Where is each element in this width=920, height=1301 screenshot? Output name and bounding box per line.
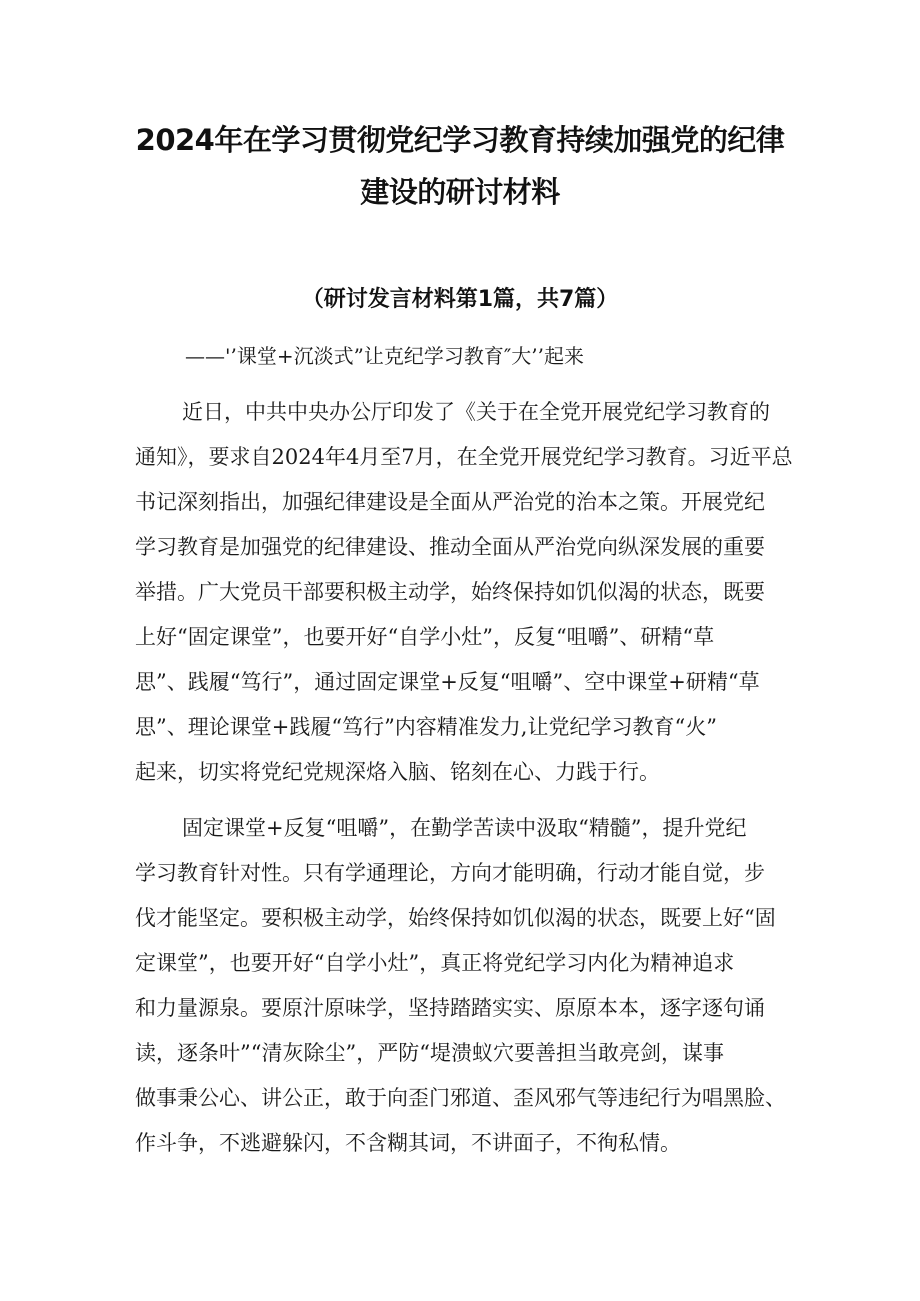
paragraph-1-line: 举措。广大党员干部要积极主动学，始终保持如饥似渴的状态，既要 (135, 580, 765, 604)
paragraph-1-line: 近日，中共中央办公厅印发了《关于在全党开展党纪学习教育的 (182, 400, 770, 424)
paragraph-1-line: 思”、践履“笃行”，通过固定课堂+反复“咀嚼”、空中课堂+研精“草 (135, 670, 760, 694)
document-subheading: （研讨发言材料第1篇，共7篇） (301, 287, 619, 312)
document-title-line-2: 建设的研讨材料 (360, 175, 560, 209)
paragraph-1-line: 书记深刻指出，加强纪律建设是全面从严治党的治本之策。开展党纪 (135, 490, 765, 514)
document-title-line-1: 2024年在学习贯彻党纪学习教育持续加强党的纪律 (135, 123, 785, 157)
paragraph-2-line: 读，逐条叶”“清灰除尘”，严防“堤溃蚁穴要善担当敢亮剑，谋事 (135, 1041, 724, 1065)
paragraph-1-line: 起来，切实将党纪党规深烙入脑、铭刻在心、力践于行。 (135, 760, 660, 784)
paragraph-1-line: 上好“固定课堂”，也要开好“自学小灶”，反复“咀嚼”、研精“草 (135, 625, 715, 649)
paragraph-1-line: 通知》，要求自2024年4月至7月，在全党开展党纪学习教育。习近平总 (135, 445, 793, 469)
paragraph-1-line: 思”、理论课堂+践履“笃行”内容精准发力,让党纪学习教育“火” (135, 715, 717, 739)
paragraph-2-line: 作斗争，不逃避躲闪，不含糊其词，不讲面子，不徇私情。 (135, 1131, 681, 1155)
paragraph-2-line: 学习教育针对性。只有学通理论，方向才能明确，行动才能自觉，步 (135, 861, 765, 885)
paragraph-2-line: 伐才能坚定。要积极主动学，始终保持如饥似渴的状态，既要上好“固 (135, 906, 776, 930)
document-byline: ——'’课堂+沉淡式”让克纪学习教育″大’’起来 (185, 344, 585, 368)
paragraph-1-line: 学习教育是加强党的纪律建设、推动全面从严治党向纵深发展的重要 (135, 535, 765, 559)
paragraph-2-line: 固定课堂+反复“咀嚼”，在勤学苦读中汲取“精髓”，提升党纪 (182, 816, 747, 840)
paragraph-2-line: 和力量源泉。要原汁原味学，坚持踏踏实实、原原本本，逐字逐句诵 (135, 996, 765, 1020)
paragraph-2-line: 定课堂”，也要开好“自学小灶”，真正将党纪学习内化为精神追求 (135, 951, 735, 975)
paragraph-2-line: 做事秉公心、讲公正，敢于向歪门邪道、歪风邪气等违纪行为唱黑脸、 (135, 1086, 786, 1110)
